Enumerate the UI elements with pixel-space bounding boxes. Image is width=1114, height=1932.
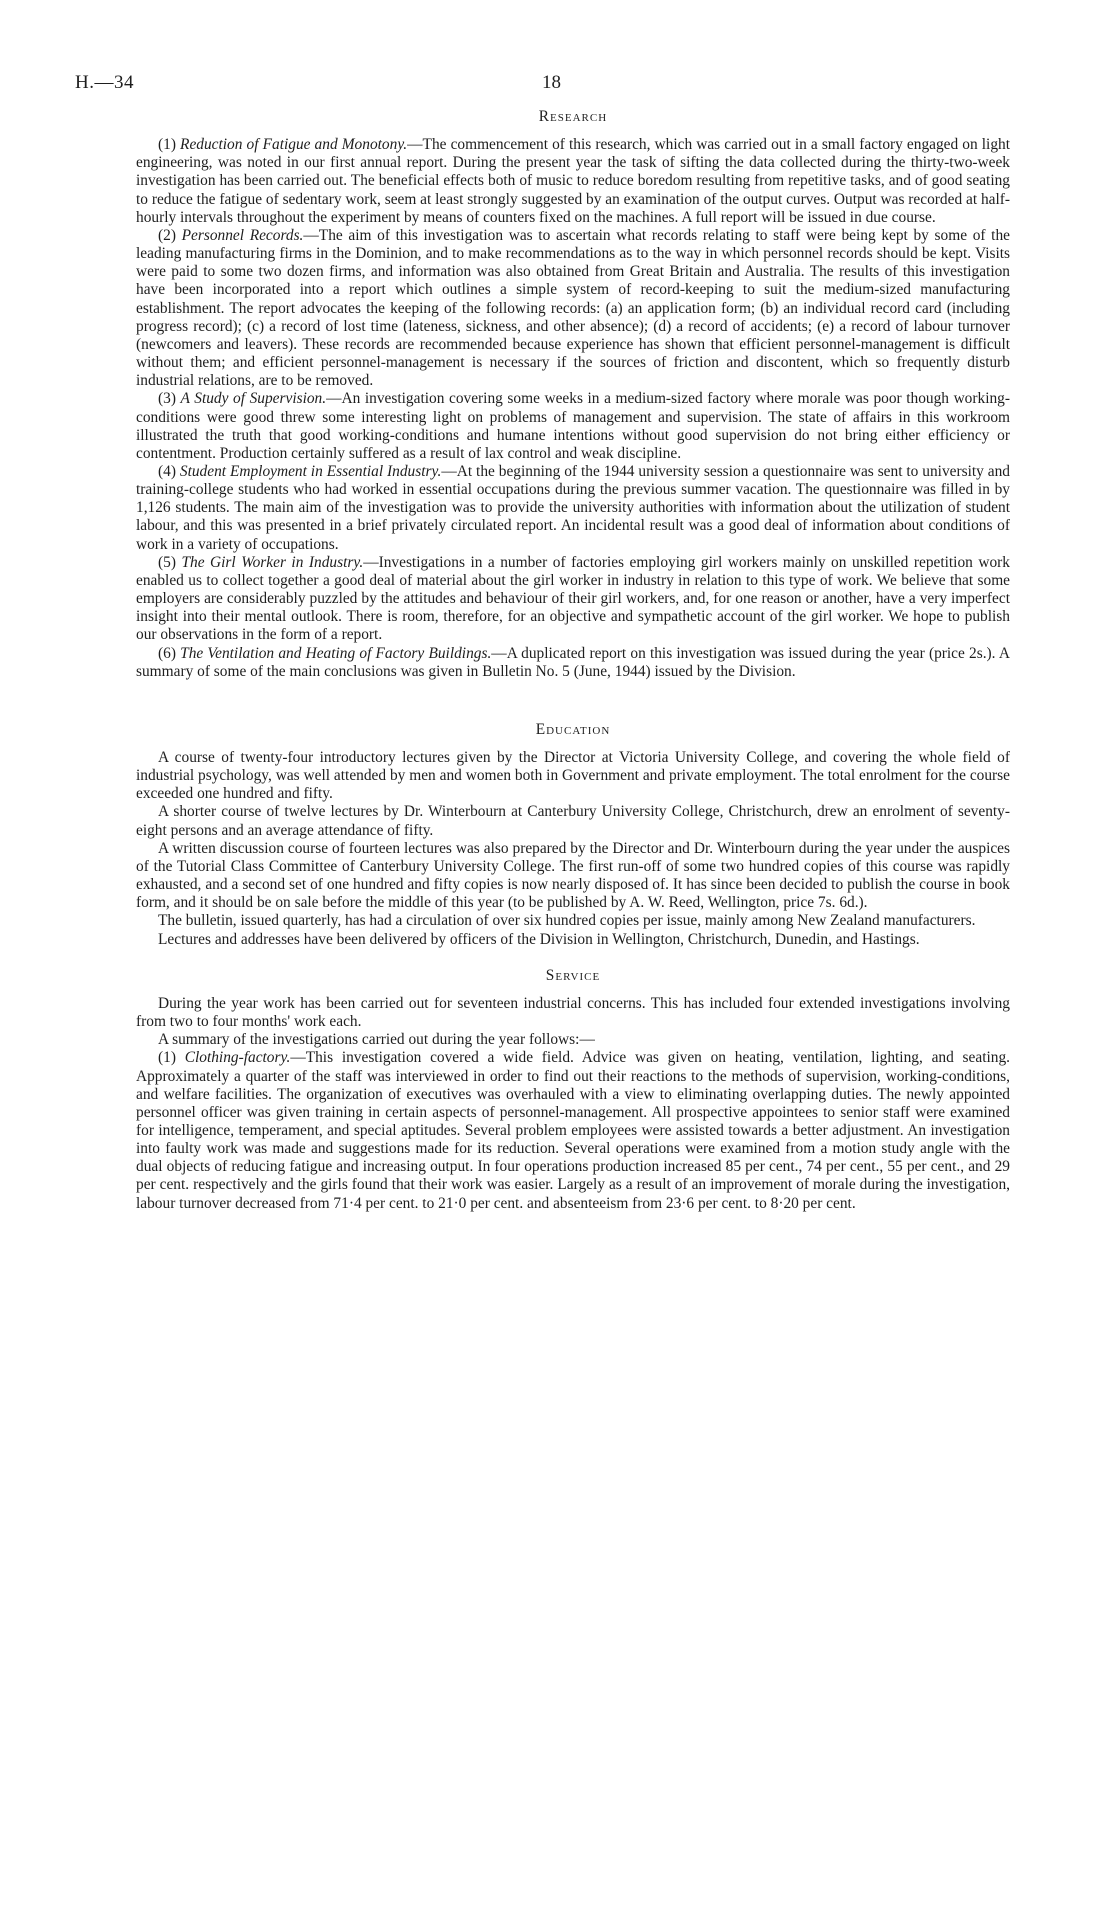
item-number: (1) xyxy=(158,1049,176,1067)
item-number: (3) xyxy=(158,390,176,408)
service-item-1 xyxy=(136,1049,1010,1212)
item-text: —A duplicated report on this investigation was issued during the year (price 2s.). A summary of some of the main conclusions was given in Bulletin No. 5 (June, 1944) issued by the Division. xyxy=(136,644,1010,680)
education-paragraph: A course of twenty-four introductory lectures given by the Director at Victoria University College, and covering the whole field of industrial psychology, was well attended by men and women both in Government and private employment. The total enrolment for the course exceeded one hundred and fifty. xyxy=(136,749,1010,803)
education-heading: Education xyxy=(535,720,611,738)
document-body xyxy=(136,108,1010,1213)
item-title: Personnel Records. xyxy=(181,226,304,244)
research-item-3 xyxy=(136,390,1010,463)
research-item-6 xyxy=(136,645,1010,681)
item-text: —At the beginning of the 1944 university session a questionnaire was sent to university and training-college students who had worked in essential occupations during the previous summer vacation. The questionnaire was filled in by 1,126 students. The main aim of the investigation was to provide the university authorities with information about the utilization of student labour, and this was presented in a brief privately circulated report. An incidental result was a good deal of information about conditions of work in a variety of occupations. xyxy=(136,462,1010,553)
item-title: Clothing-factory. xyxy=(184,1049,291,1067)
report-reference: H.—34 xyxy=(75,72,134,93)
service-heading: Service xyxy=(545,966,601,984)
section-spacer xyxy=(136,949,1010,967)
item-number: (2) xyxy=(158,226,176,244)
item-title: Reduction of Fatigue and Monotony. xyxy=(180,136,408,154)
item-number: (4) xyxy=(158,462,176,480)
item-number: (5) xyxy=(158,553,176,571)
section-spacer xyxy=(136,681,1010,721)
item-text: —Investigations in a number of factories employing girl workers mainly on unskilled repetition work enabled us to collect together a good deal of material about the girl worker in industry in relation to this type of work. We believe that some employers are considerably puzzled by the attitudes and behaviour of their girl workers, and, for one reason or another, have a very imperfect insight into their mental outlook. There is room, therefore, for an objective and sympathetic account of the girl worker. We hope to publish our observations in the form of a report. xyxy=(136,553,1010,644)
research-heading: Research xyxy=(538,108,608,125)
item-title: The Ventilation and Heating of Factory Buildings. xyxy=(180,644,492,662)
item-text: —An investigation covering some weeks in a medium-sized factory where morale was poor though working-conditions were good threw some interesting light on problems of management and supervision. The state of affairs in this workroom illustrated the truth that good working-conditions and humane intentions without good supervision do not bring either efficiency or contentment. Production certainly suffered as a result of lax control and weak discipline. xyxy=(136,390,1010,462)
page-number: 18 xyxy=(542,72,561,93)
education-paragraph: The bulletin, issued quarterly, has had a circulation of over six hundred copies per issue, mainly among New Zealand manufacturers. xyxy=(158,912,976,930)
service-paragraph: During the year work has been carried out for seventeen industrial concerns. This has included four extended investigations involving from two to four months' work each. xyxy=(136,994,1010,1031)
item-text: —The commencement of this research, which was carried out in a small factory engaged on light engineering, was noted in our first annual report. During the present year the task of sifting the data collected during the thirty-two-week investigation has been carried out. The beneficial effects both of music to reduce boredom resulting from repetitive tasks, and of good seating to reduce the fatigue of sedentary work, seem at least strongly suggested by an examination of the output curves. Output was recorded at half-hourly intervals throughout the experiment by means of counters fixed on the machines. A full report will be issued in due course. xyxy=(136,136,1010,226)
research-item-4 xyxy=(136,463,1010,554)
education-paragraph: A written discussion course of fourteen lectures was also prepared by the Director and Dr. Winterbourn during the year under the auspices of the Tutorial Class Committee of Canterbury University College. The first run-off of some two hundred copies of this course was rapidly exhausted, and a second set of one hundred and fifty copies is now nearly disposed of. It has since been decided to publish the course in book form, and it should be on sale before the middle of this year (to be published by A. W. Reed, Wellington, price 7s. 6d.). xyxy=(136,839,1010,912)
research-item-2 xyxy=(136,227,1010,390)
education-paragraph: Lectures and addresses have been delivered by officers of the Division in Wellington, Christchurch, Dunedin, and Hastings. xyxy=(158,930,920,948)
research-item-5 xyxy=(136,554,1010,645)
item-title: Student Employment in Essential Industry. xyxy=(179,462,442,480)
item-title: The Girl Worker in Industry. xyxy=(181,553,364,571)
item-title: A Study of Supervision. xyxy=(180,390,327,408)
item-text: —This investigation covered a wide field. Advice was given on heating, ventilation, lighting, and seating. Approximately a quarter of the staff was interviewed in order to find out their reactions to the methods of supervision, working-conditions, and welfare facilities. The organization of executives was overhauled with a view to eliminating overlapping duties. The newly appointed personnel officer was given training in certain aspects of personnel-management. All prospective appointees to senior staff were examined for intelligence, temperament, and special aptitudes. Several problem employees were assisted towards a better adjustment. An investigation into faulty work was made and suggestions made for its reduction. Several operations were examined from a motion study angle with the dual objects of reducing fatigue and increasing output. In four operations production increased 85 per cent., 74 per cent., 55 per cent., and 29 per cent. respectively and the girls found that their work was easier. Largely as a result of an improvement of morale during the investigation, labour turnover decreased from 71·4 per cent. to 21·0 per cent. and absenteeism from 23·6 per cent. to 8·20 per cent. xyxy=(136,1049,1010,1212)
item-text: —The aim of this investigation was to ascertain what records relating to staff were being kept by some of the leading manufacturing firms in the Dominion, and to make recommendations as to the way in which personnel records should be kept. Visits were paid to some two dozen firms, and information was also obtained from Great Britain and Australia. The results of this investigation have been incorporated into a report which outlines a simple system of record-keeping to suit the medium-sized manufacturing establishment. The report advocates the keeping of the following records: (a) an application form; (b) an individual record card (including progress record); (c) a record of lost time (lateness, sickness, and other absence); (d) a record of accidents; (e) a record of labour turnover (newcomers and leavers). These records are recommended because experience has shown that efficient personnel-management is difficult without them; and efficient personnel-management is necessary if the sources of friction and discontent, which so frequently disturb industrial relations, are to be removed. xyxy=(136,226,1010,390)
item-number: (1) xyxy=(158,136,176,154)
service-paragraph: A summary of the investigations carried out during the year follows:— xyxy=(158,1031,595,1049)
item-number: (6) xyxy=(158,644,176,662)
education-paragraph: A shorter course of twelve lectures by Dr. Winterbourn at Canterbury University College, Christchurch, drew an enrolment of seventy-eight persons and an average attendance of fifty. xyxy=(136,803,1010,839)
research-item-1 xyxy=(136,136,1010,227)
